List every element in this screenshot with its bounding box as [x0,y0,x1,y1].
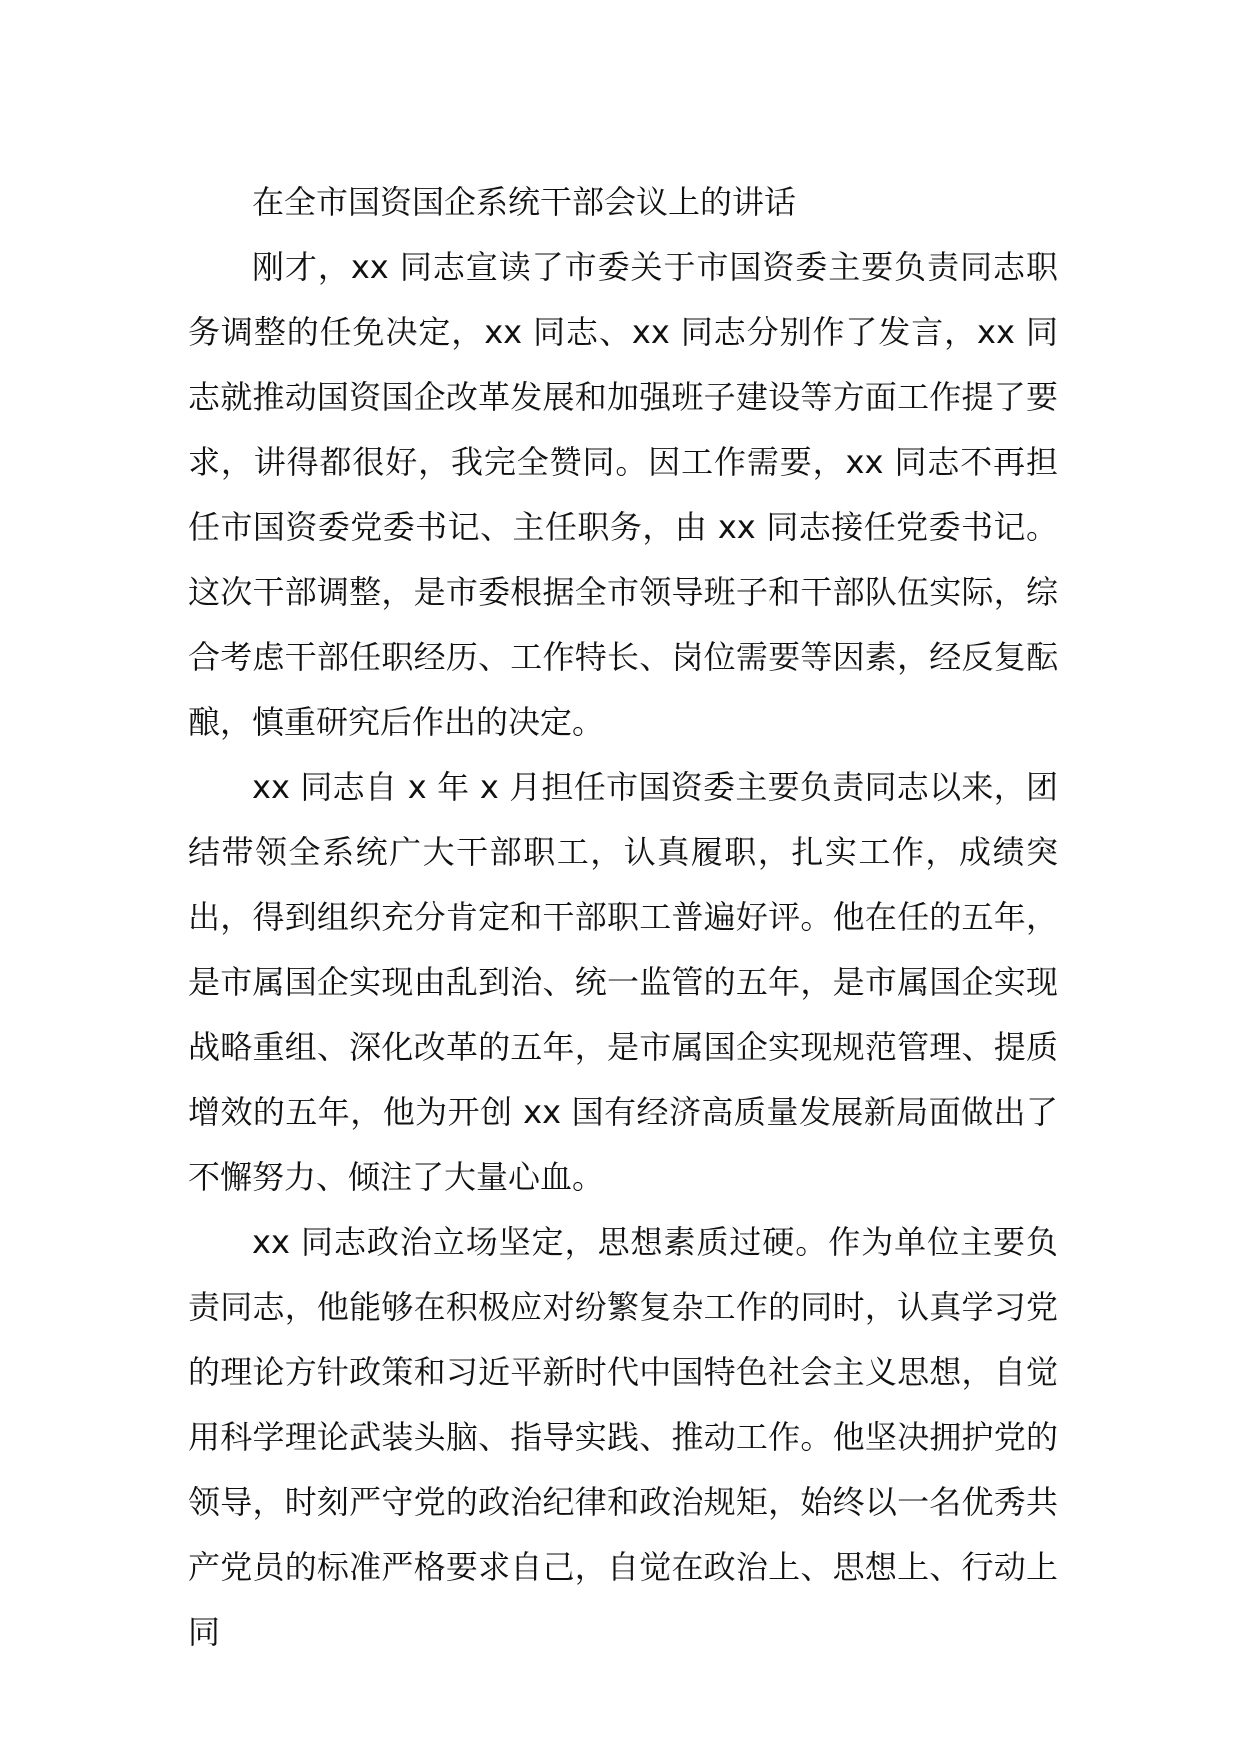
document-body [188,170,1058,1665]
paragraph-2: xx 同志自 x 年 x 月担任市国资委主要负责同志以来，团结带领全系统广大干部职工，认真履职，扎实工作，成绩突出，得到组织充分肯定和干部职工普遍好评。他在任的五年，是市属国企实现由乱到治、统一监管的五年，是市属国企实现战略重组、深化改革的五年，是市属国企实现规范管理、提质增效的五年，他为开创 xx 国有经济高质量发展新局面做出了不懈努力、倾注了大量心血。 [188,768,1058,1196]
document-title: 在全市国资国企系统干部会议上的讲话 [252,183,797,221]
paragraph-3: xx 同志政治立场坚定，思想素质过硬。作为单位主要负责同志，他能够在积极应对纷繁复杂工作的同时，认真学习党的理论方针政策和习近平新时代中国特色社会主义思想，自觉用科学理论武装头脑、指导实践、推动工作。他坚决拥护党的领导，时刻严守党的政治纪律和政治规矩，始终以一名优秀共产党员的标准严格要求自己，自觉在政治上、思想上、行动上同 [188,1223,1058,1651]
paragraph-1: 刚才，xx 同志宣读了市委关于市国资委主要负责同志职务调整的任免决定，xx 同志、xx 同志分别作了发言，xx 同志就推动国资国企改革发展和加强班子建设等方面工作提了要求，讲得都很好，我完全赞同。因工作需要，xx 同志不再担任市国资委党委书记、主任职务，由 xx 同志接任党委书记。这次干部调整，是市委根据全市领导班子和干部队伍实际，综合考虑干部任职经历、工作特长、岗位需要等因素，经反复酝酿，慎重研究后作出的决定。 [188,248,1058,741]
